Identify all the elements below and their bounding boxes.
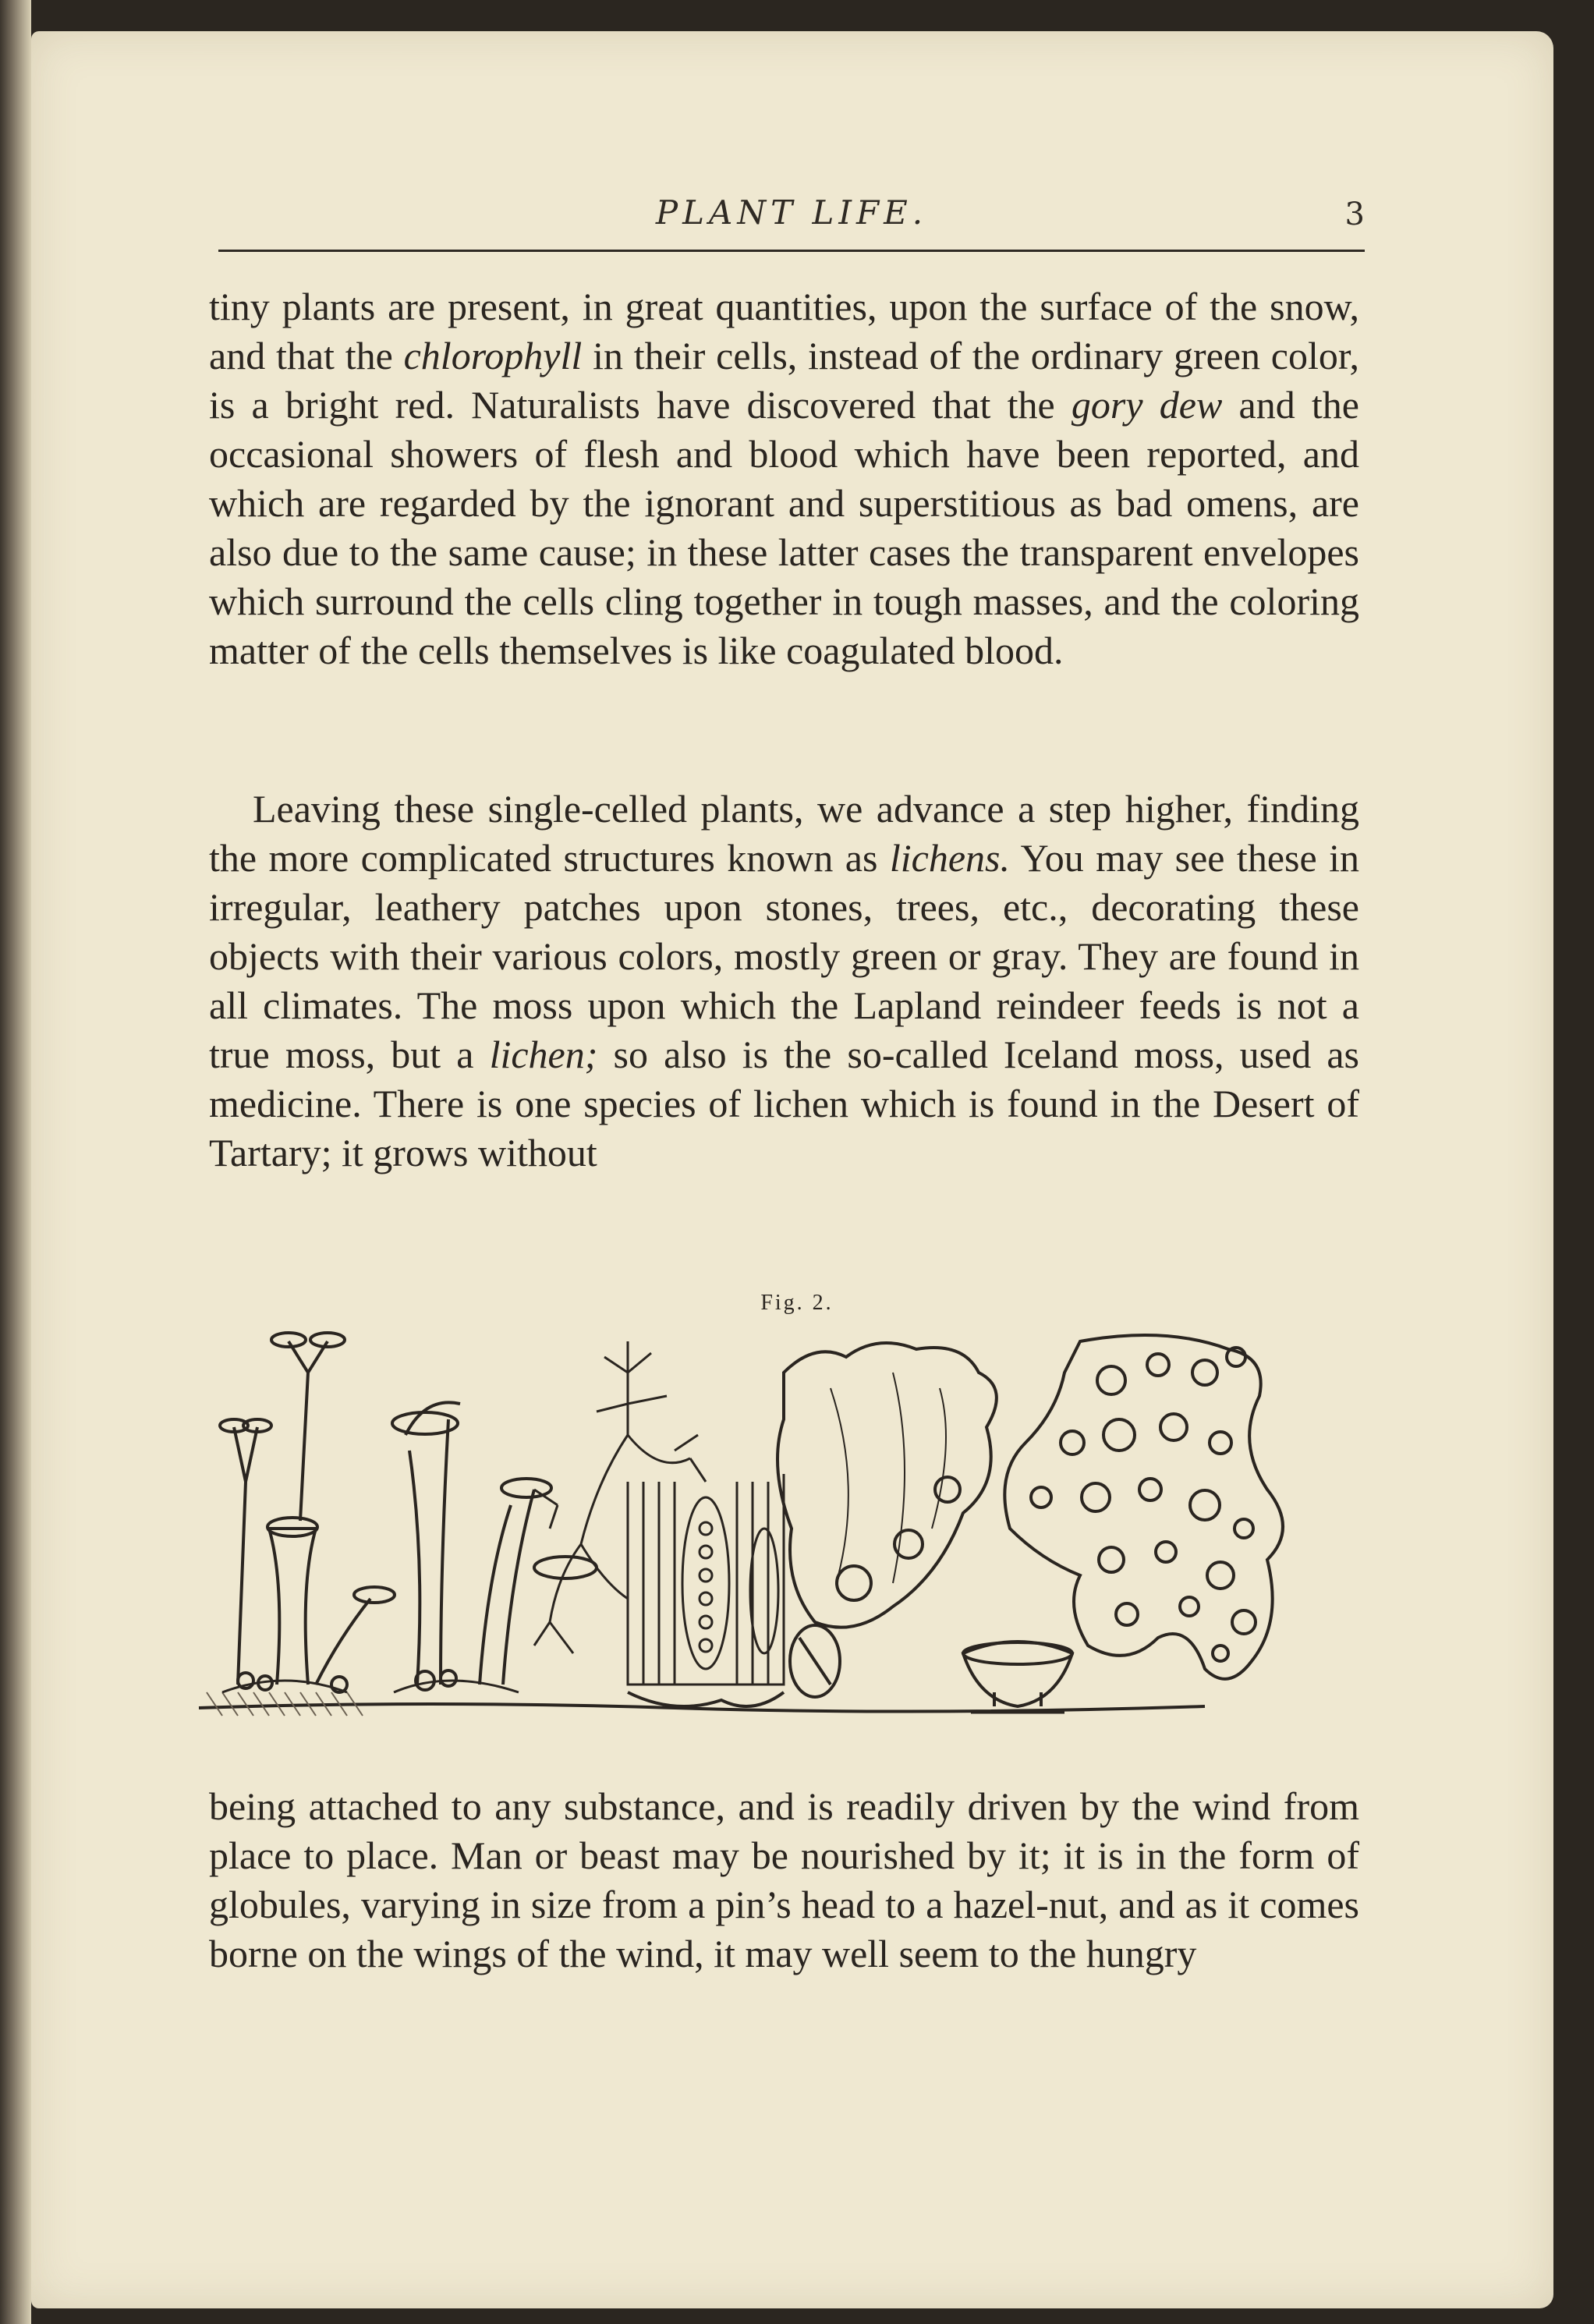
branching-lichen [534,1341,706,1653]
foliose-lichen [778,1343,997,1697]
paragraph-2-text-c: so also is the so-called Iceland moss, used as medicine. There is one species of lichen which is found in the Desert of Tartary; it grows without [209,1033,1359,1174]
paragraph-1-text-a: tiny plants are present, in great quantities, upon the surface of the snow, and that the [209,285,1359,377]
paragraph-2-text-a: Leaving these single-celled plants, we advance a step higher, finding the more complicated structures known as [209,787,1359,880]
lichen-illustration [191,1326,1392,1747]
cup-lichen-cluster-2 [392,1402,551,1692]
running-title: PLANT LIFE. [655,193,928,232]
paragraph-2 [209,785,1359,1178]
paragraph-3 [209,1782,1359,1979]
paragraph-1-text-c: and the occasional showers of flesh and blood which have been reported, and which are regarded by the ignorant and superstitious as bad omens, are also due to the same cause; in these latter cases the transparent envelopes which surround the cells cling together in tough masses, and the coloring matter of the cells themselves is like coagulated blood. [209,383,1359,672]
crustose-lichen [1004,1335,1283,1679]
book-spine-edge [0,0,31,2324]
term-gory-dew: gory dew [1071,383,1223,427]
paragraph-3-text: being attached to any substance, and is readily driven by the wind from place to place. Man or beast may be nourished by it; it is in the form of globules, varying in size from a pin’s head to a hazel-nut, and as it comes borne on the wings of the wind, it may well seem to the hungry [209,1784,1359,1975]
apothecium-cup [963,1642,1072,1712]
figure-caption: Fig. 2. [760,1291,834,1315]
running-head [218,187,1365,252]
thallus-cross-section [628,1474,784,1706]
paragraph-2-text-b: You may see these in irregular, leathery patches upon stones, trees, etc., decorating these objects with their various colors, mostly green or gray. They are found in all climates. The moss upon which the Lapland reindeer feeds is not a true moss, but a [209,836,1359,1076]
term-chlorophyll: chlorophyll [403,334,583,377]
term-lichens: lichens. [889,836,1011,880]
page-number: 3 [1344,197,1365,232]
paragraph-1 [209,282,1359,675]
cup-lichen-cluster-1 [220,1333,395,1692]
term-lichen: lichen; [489,1033,598,1076]
paragraph-1-text-b: in their cells, instead of the ordinary green color, is a bright red. Naturalists have discovered that the [209,334,1359,427]
